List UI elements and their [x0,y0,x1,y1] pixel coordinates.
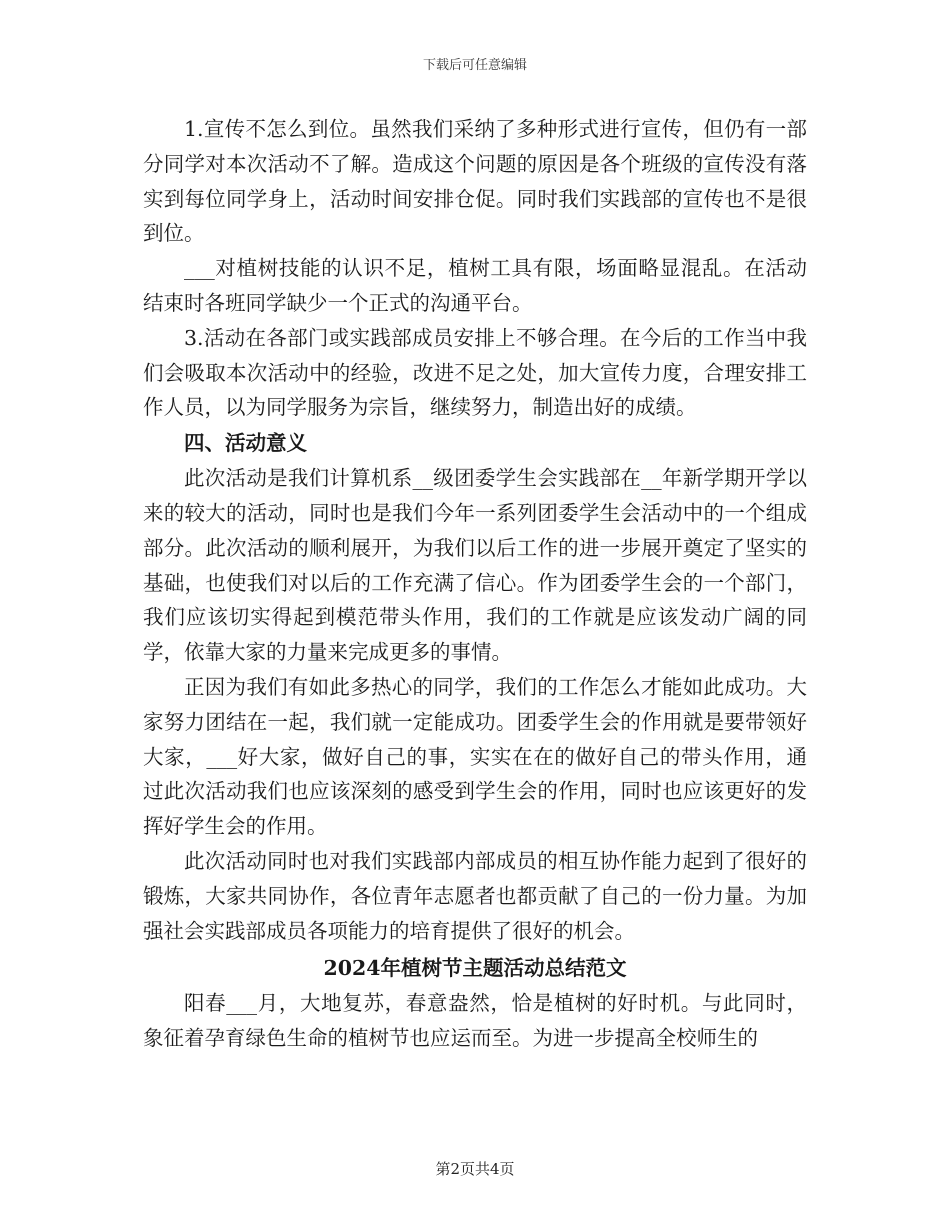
page-header: 下载后可任意编辑 [422,58,527,73]
paragraph-intro: 阳春___月，大地复苏，春意盎然，恰是植树的好时机。与此同时，象征着孕育绿色生命的植树节也应运而至。为进一步提高全校师生的 [143,991,807,1051]
paragraph-significance-3: 此次活动同时也对我们实践部内部成员的相互协作能力起到了很好的锻炼，大家共同协作，各位青年志愿者也都贡献了自己的一份力量。为加强社会实践部成员各项能力的培育提供了很好的机会。 [143,848,807,943]
paragraph-publicity-issue: 1.宣传不怎么到位。虽然我们采纳了多种形式进行宣传，但仍有一部分同学对本次活动不了解。造成这个问题的原因是各个班级的宣传没有落实到每位同学身上，活动时间安排仓促。同时我们实践部的宣传也不是很到位。 [143,117,807,246]
paragraph-planting-skills: ___对植树技能的认识不足，植树工具有限，场面略显混乱。在活动结束时各班同学缺少一个正式的沟通平台。 [143,256,807,315]
paragraph-arrangement-issue: 3.活动在各部门或实践部成员安排上不够合理。在今后的工作当中我们会吸取本次活动中的经验，改进不足之处，加大宣传力度，合理安排工作人员，以为同学服务为宗旨，继续努力，制造出好的成绩。 [143,325,807,420]
page-number: 第2页共4页 [435,1160,515,1178]
paragraph-significance-2: 正因为我们有如此多热心的同学，我们的工作怎么才能如此成功。大家努力团结在一起，我们就一定能成功。团委学生会的作用就是要带领好大家，___好大家，做好自己的事，实实在在的做好自己的带头作用，通过此次活动我们也应该深刻的感受到学生会的作用，同时也应该更好的发挥好学生会的作用。 [143,674,807,839]
article-title: 2024年植树节主题活动总结范文 [323,956,627,981]
section-heading-significance: 四、活动意义 [184,431,307,456]
document-body [143,112,807,1056]
paragraph-significance-1: 此次活动是我们计算机系__级团委学生会实践部在__年新学期开学以来的较大的活动，同时也是我们今年一系列团委学生会活动中的一个组成部分。此次活动的顺利展开，为我们以后工作的进一步展开奠定了坚实的基础，也使我们对以后的工作充满了信心。作为团委学生会的一个部门，我们应该切实得起到模范带头作用，我们的工作就是应该发动广阔的同学，依靠大家的力量来完成更多的事情。 [143,466,807,665]
